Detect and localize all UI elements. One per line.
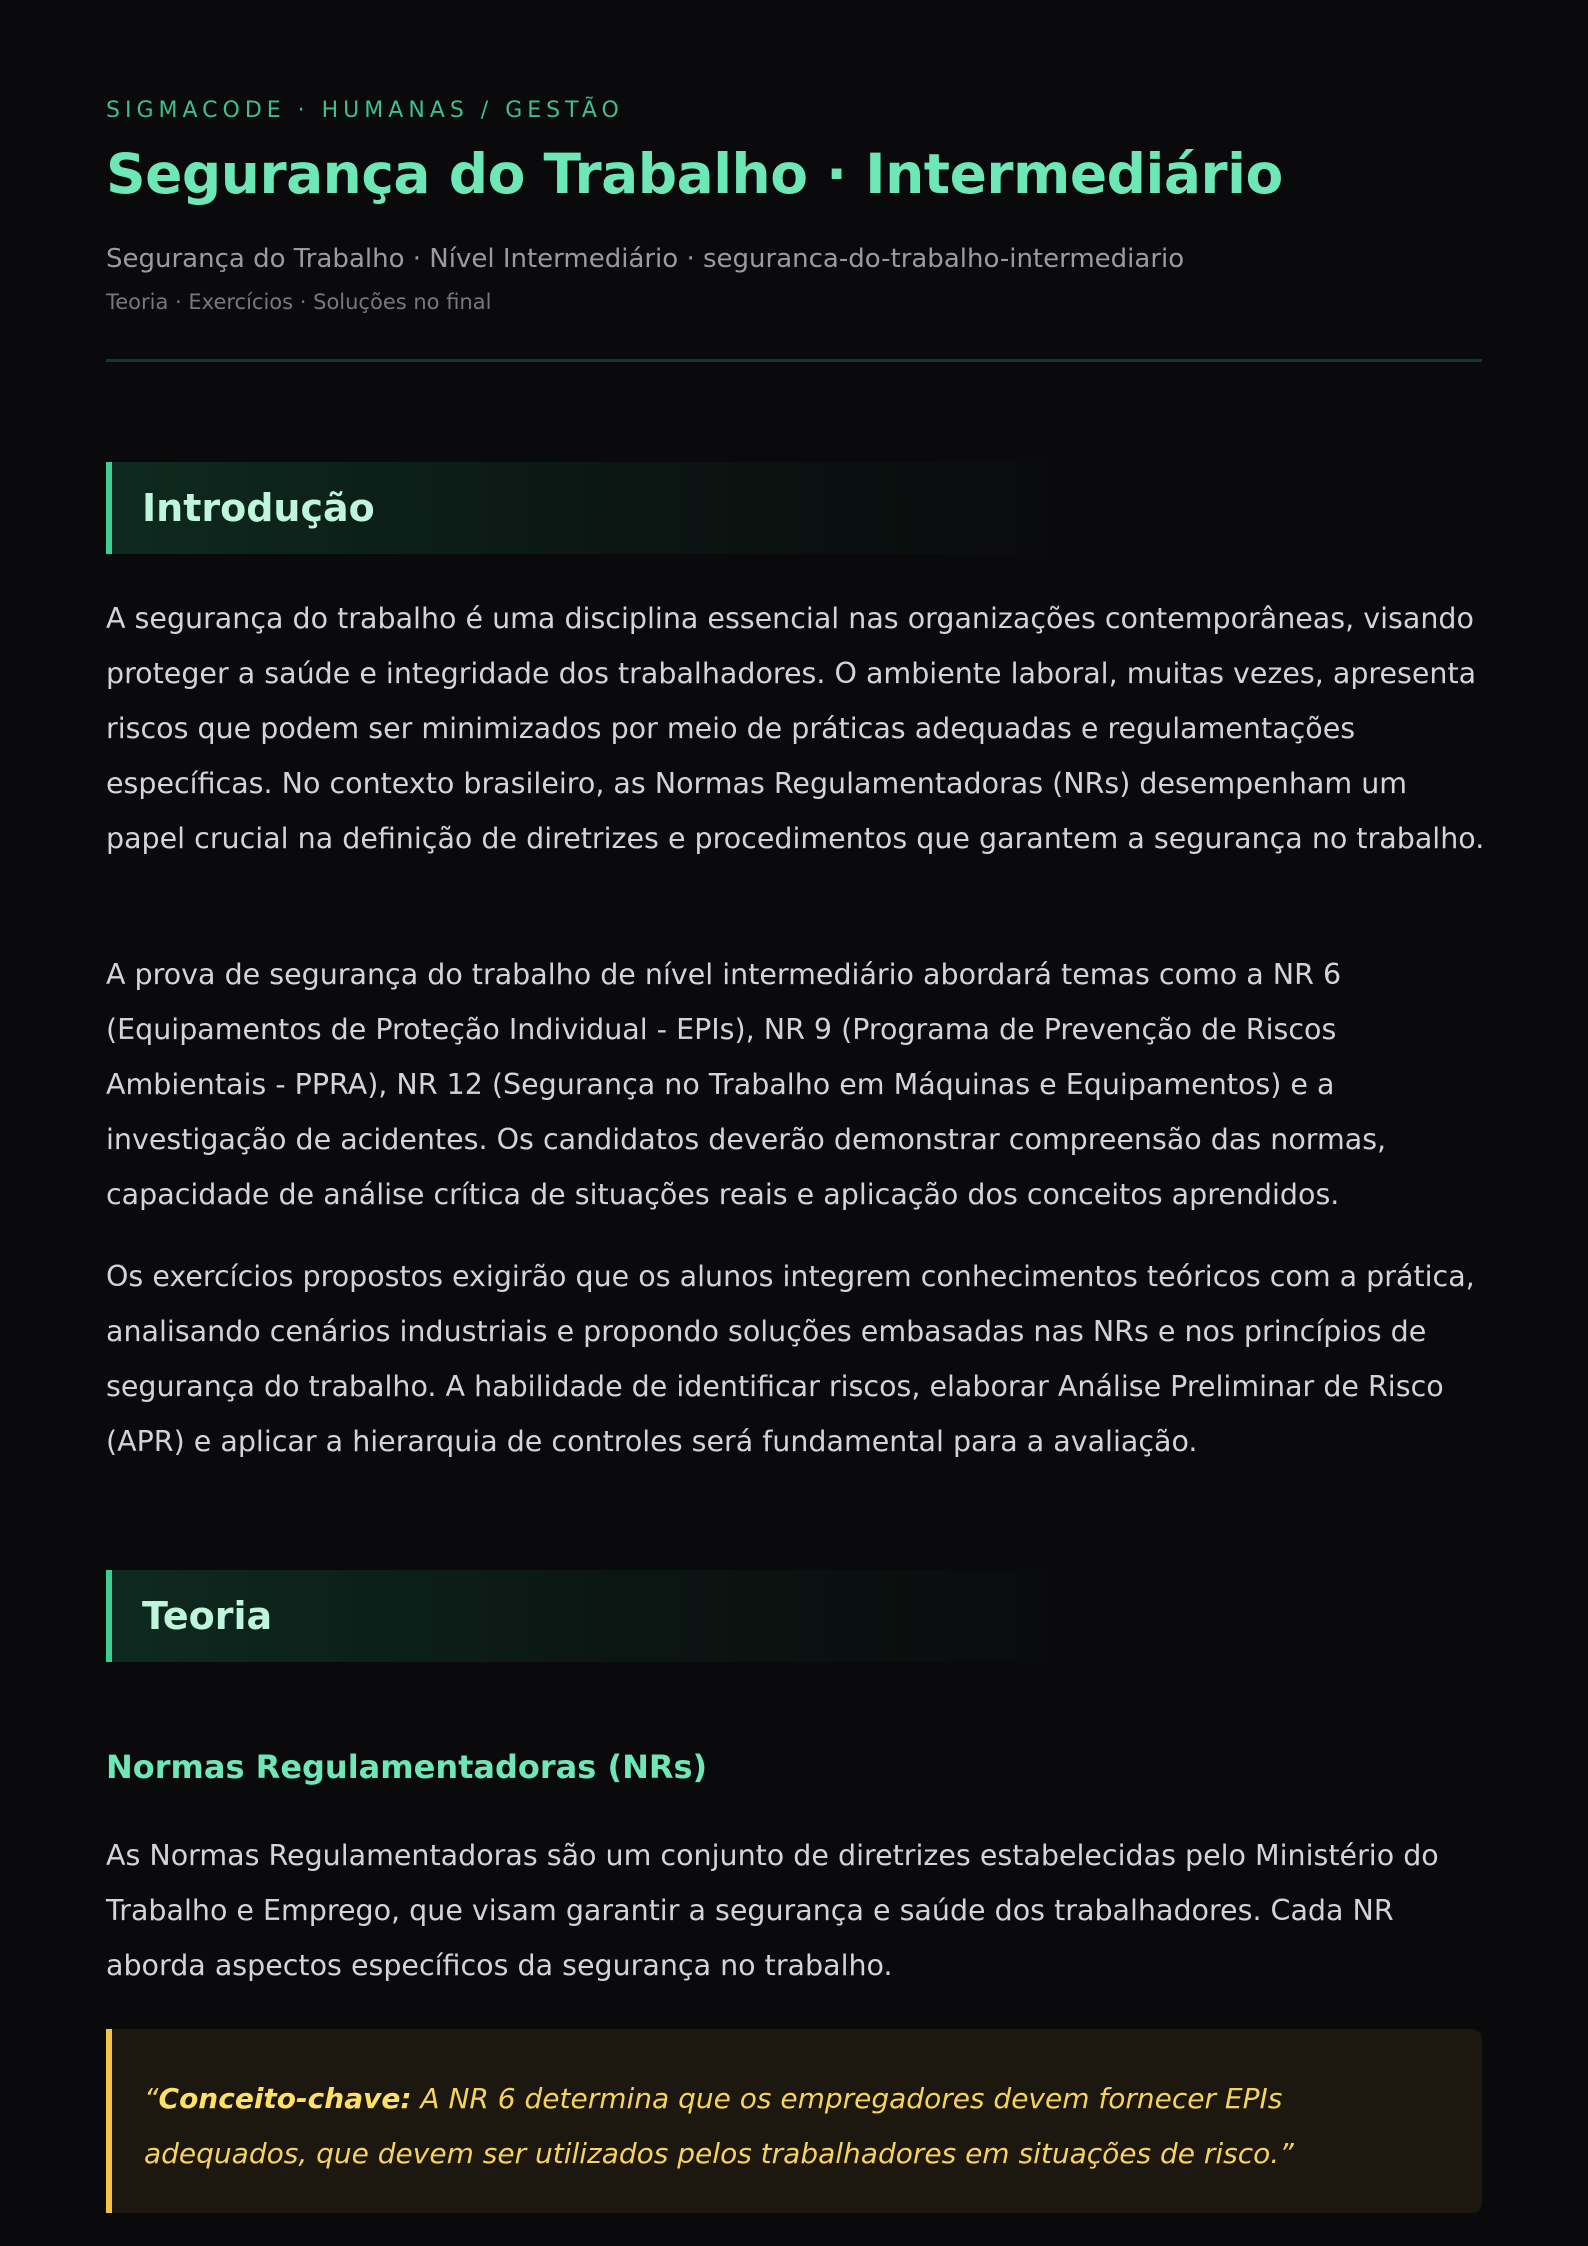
section-title-introducao: Introdução xyxy=(142,486,375,530)
section-header-teoria xyxy=(106,1570,1482,1662)
section-header-introducao xyxy=(106,462,1482,554)
open-quote: “ xyxy=(144,2082,159,2115)
key-concept-text xyxy=(144,2071,1446,2181)
page-subtitle: Segurança do Trabalho · Nível Intermediário · seguranca-do-trabalho-intermediario xyxy=(106,244,1185,274)
breadcrumb: SIGMACODE · HUMANAS / GESTÃO xyxy=(106,98,624,123)
close-quote: ” xyxy=(1279,2137,1294,2170)
key-concept-body: A NR 6 determina que os empregadores devem fornecer EPIs adequados, que devem ser utilizados pelos trabalhadores em situações de risco. xyxy=(144,2082,1283,2170)
intro-paragraph-2: A prova de segurança do trabalho de nível intermediário abordará temas como a NR 6 (Equipamentos de Proteção Individual - EPIs), NR 9 (Programa de Prevenção de Riscos Ambientais - PPRA), NR 12 (Segurança no Trabalho em Máquinas e Equipamentos) e a investigação de acidentes. Os candidatos deverão demonstrar compreensão das normas, capacidade de análise crítica de situações reais e aplicação dos conceitos aprendidos. xyxy=(106,958,1387,1211)
key-concept-label: Conceito-chave: xyxy=(158,2082,412,2115)
key-concept-callout xyxy=(106,2029,1482,2213)
section-title-teoria: Teoria xyxy=(142,1594,273,1638)
intro-paragraph-1: A segurança do trabalho é uma disciplina essencial nas organizações contemporâneas, visando proteger a saúde e integridade dos trabalhadores. O ambiente laboral, muitas vezes, apresenta riscos que podem ser minimizados por meio de práticas adequadas e regulamentações específicas. No contexto brasileiro, as Normas Regulamentadoras (NRs) desempenham um papel crucial na definição de diretrizes e procedimentos que garantem a segurança no trabalho. xyxy=(106,602,1485,855)
page-title: Segurança do Trabalho · Intermediário xyxy=(106,142,1283,206)
theory-paragraph-1: As Normas Regulamentadoras são um conjunto de diretrizes estabelecidas pelo Ministério do Trabalho e Emprego, que visam garantir a segurança e saúde dos trabalhadores. Cada NR aborda aspectos específicos da segurança no trabalho. xyxy=(106,1839,1439,1982)
intro-paragraph-3: Os exercícios propostos exigirão que os alunos integrem conhecimentos teóricos com a prática, analisando cenários industriais e propondo soluções embasadas nas NRs e nos princípios de segurança do trabalho. A habilidade de identificar riscos, elaborar Análise Preliminar de Risco (APR) e aplicar a hierarquia de controles será fundamental para a avaliação. xyxy=(106,1260,1475,1458)
subsection-title-nrs: Normas Regulamentadoras (NRs) xyxy=(106,1748,708,1786)
header-divider xyxy=(106,359,1482,362)
page-meta: Teoria · Exercícios · Soluções no final xyxy=(106,290,492,314)
